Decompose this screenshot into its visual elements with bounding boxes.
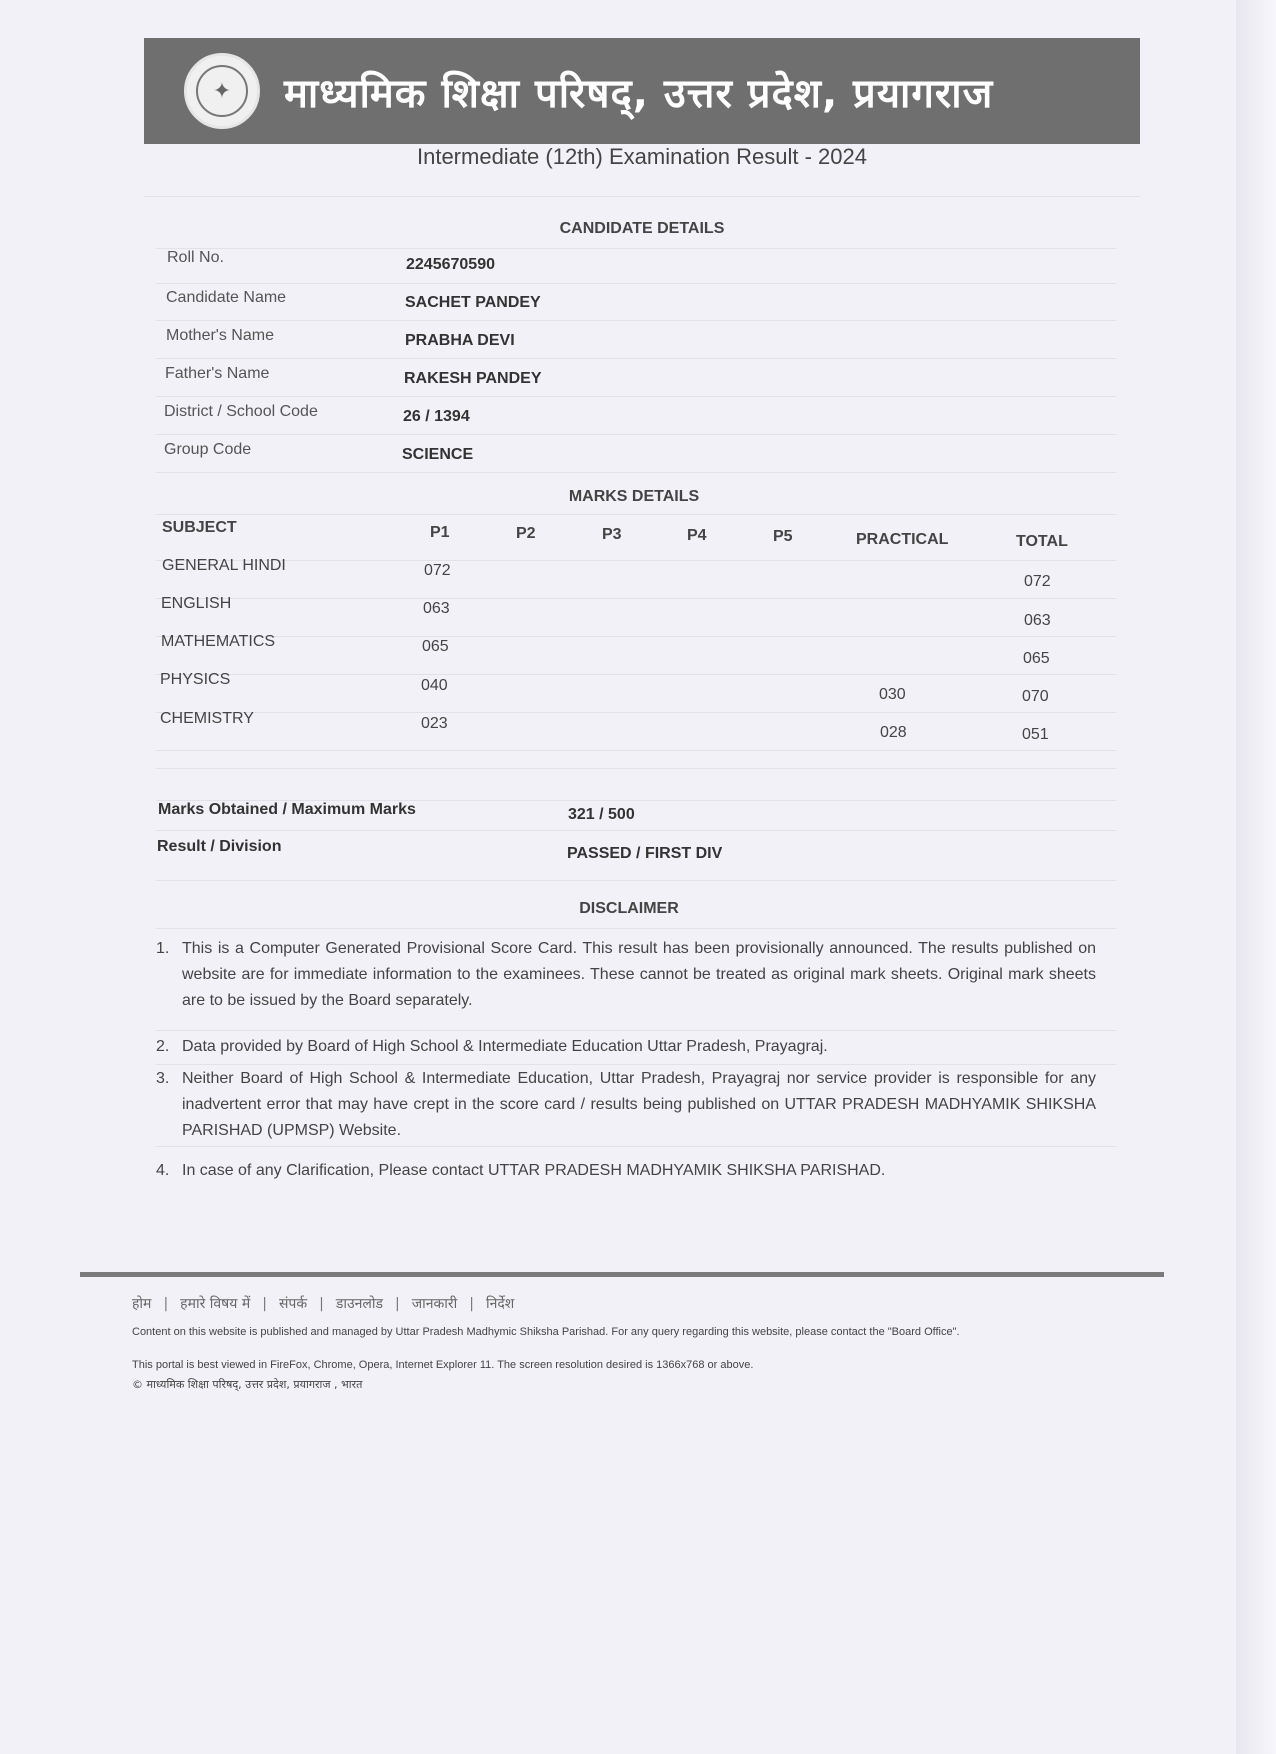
field-label: District / School Code <box>164 403 318 420</box>
marks-obtained-value: 321 / 500 <box>568 806 635 823</box>
copyright: © माध्यमिक शिक्षा परिषद्, उत्तर प्रदेश, प्रयागराज , भारत <box>132 1378 363 1391</box>
table-row-practical: 028 <box>880 724 907 741</box>
col-header-p5: P5 <box>773 528 793 545</box>
divider <box>156 750 1116 751</box>
divider <box>156 1030 1116 1031</box>
footer-note: This portal is best viewed in FireFox, Chrome, Opera, Internet Explorer 11. The screen resolution desired is 1366x768 or above. <box>132 1359 754 1371</box>
paper-edge <box>1236 0 1276 1754</box>
table-row-total: 065 <box>1023 650 1050 667</box>
table-row-subject: MATHEMATICS <box>161 633 276 650</box>
table-row-subject: PHYSICS <box>160 671 231 688</box>
col-header-p3: P3 <box>602 526 622 543</box>
header-banner <box>144 38 1140 144</box>
col-header-p1: P1 <box>430 524 450 541</box>
table-row-p1: 063 <box>423 600 450 617</box>
disclaimer-item <box>156 936 1096 1014</box>
disclaimer-text: Neither Board of High School & Intermediate Education, Uttar Pradesh, Prayagraj nor service provider is responsible for any inadvertent error that may have crept in the score card / results being published on UTTAR PRADESH MADHYAMIK SHIKSHA PARISHAD (UPMSP) Website. <box>182 1070 1096 1139</box>
footer-divider <box>80 1272 1164 1277</box>
table-row-practical: 030 <box>879 686 906 703</box>
divider <box>156 674 1116 675</box>
footer-nav <box>132 1294 514 1313</box>
nav-separator: | <box>395 1295 400 1312</box>
divider <box>156 712 1116 713</box>
footer-link-home[interactable]: होम <box>132 1296 152 1312</box>
roll-number: 2245670590 <box>406 256 495 273</box>
divider <box>156 396 1116 397</box>
nav-separator: | <box>262 1295 267 1312</box>
field-label: Roll No. <box>167 249 224 266</box>
nav-separator: | <box>319 1295 324 1312</box>
divider <box>156 358 1116 359</box>
footer-link-information[interactable]: जानकारी <box>411 1296 458 1312</box>
divider <box>156 434 1116 435</box>
father-name: RAKESH PANDEY <box>404 370 542 387</box>
table-row-subject: ENGLISH <box>161 595 232 612</box>
exam-title: Intermediate (12th) Examination Result - 2024 <box>416 144 867 169</box>
group-code: SCIENCE <box>402 446 474 463</box>
footer-link-instructions[interactable]: निर्देश <box>485 1296 515 1312</box>
divider <box>156 636 1116 637</box>
table-row-p1: 023 <box>421 715 448 732</box>
divider <box>156 283 1116 284</box>
divider <box>156 928 1116 929</box>
disclaimer-title: DISCLAIMER <box>579 900 679 917</box>
footer-note: Content on this website is published and managed by Uttar Pradesh Madhymic Shiksha Parishad. For any query regarding this website, please contact the "Board Office". <box>132 1326 960 1338</box>
board-title: माध्यमिक शिक्षा परिषद्, उत्तर प्रदेश, प्रयागराज <box>284 70 994 117</box>
divider <box>156 880 1116 881</box>
table-row-p1: 072 <box>424 562 451 579</box>
district-school-code: 26 / 1394 <box>403 408 470 425</box>
nav-separator: | <box>163 1295 169 1312</box>
divider <box>156 514 1116 515</box>
footer-link-contact[interactable]: संपर्क <box>278 1296 308 1312</box>
col-header-p4: P4 <box>687 527 707 544</box>
divider <box>156 472 1116 473</box>
footer-link-about[interactable]: हमारे विषय में <box>180 1296 251 1312</box>
divider <box>144 196 1140 197</box>
col-header-total: TOTAL <box>1016 533 1068 550</box>
field-label: Mother's Name <box>166 327 274 344</box>
col-header-subject: SUBJECT <box>162 519 237 536</box>
disclaimer-number: 4. <box>156 1162 170 1179</box>
disclaimer-text: Data provided by Board of High School & Intermediate Education Uttar Pradesh, Prayagraj. <box>182 1038 828 1055</box>
disclaimer-item <box>156 1158 1096 1184</box>
candidate-details-title: CANDIDATE DETAILS <box>559 220 725 237</box>
candidate-name: SACHET PANDEY <box>405 294 541 311</box>
field-label: Candidate Name <box>166 289 287 306</box>
table-row-total: 063 <box>1024 612 1051 629</box>
table-row-total: 051 <box>1022 726 1049 743</box>
disclaimer-text: In case of any Clarification, Please contact UTTAR PRADESH MADHYAMIK SHIKSHA PARISHAD. <box>182 1162 886 1179</box>
col-header-practical: PRACTICAL <box>856 531 949 548</box>
table-row-subject: GENERAL HINDI <box>162 557 286 574</box>
table-row-subject: CHEMISTRY <box>160 710 254 727</box>
divider <box>156 830 1116 831</box>
table-row-total: 072 <box>1024 573 1051 590</box>
table-row-p1: 065 <box>422 638 449 655</box>
disclaimer-text: This is a Computer Generated Provisional Score Card. This result has been provisionally announced. The results published on website are for immediate information to the examinees. These cannot be treated as original mark sheets. Original mark sheets are to be issued by the Board separately. <box>182 940 1096 1009</box>
divider <box>156 320 1116 321</box>
disclaimer-item <box>156 1066 1096 1144</box>
mother-name: PRABHA DEVI <box>405 332 515 349</box>
table-row-p1: 040 <box>421 677 448 694</box>
divider <box>156 768 1116 769</box>
disclaimer-number: 3. <box>156 1070 170 1087</box>
disclaimer-number: 2. <box>156 1038 170 1055</box>
divider <box>156 248 1116 249</box>
footer-link-download[interactable]: डाउनलोड <box>335 1296 383 1312</box>
disclaimer-item <box>156 1034 1096 1060</box>
divider <box>156 560 1116 561</box>
result-division-label: Result / Division <box>157 838 282 855</box>
divider <box>156 1064 1116 1065</box>
result-division-value: PASSED / FIRST DIV <box>567 845 723 862</box>
table-row-total: 070 <box>1022 688 1049 705</box>
marks-details-title: MARKS DETAILS <box>568 488 700 505</box>
divider <box>156 1146 1116 1147</box>
col-header-p2: P2 <box>516 525 536 542</box>
divider <box>156 598 1116 599</box>
field-label: Father's Name <box>165 365 270 382</box>
emblem-logo-icon: ✦ <box>184 53 260 129</box>
marks-obtained-label: Marks Obtained / Maximum Marks <box>158 801 416 818</box>
field-label: Group Code <box>164 441 252 458</box>
disclaimer-number: 1. <box>156 940 170 957</box>
nav-separator: | <box>469 1295 474 1312</box>
